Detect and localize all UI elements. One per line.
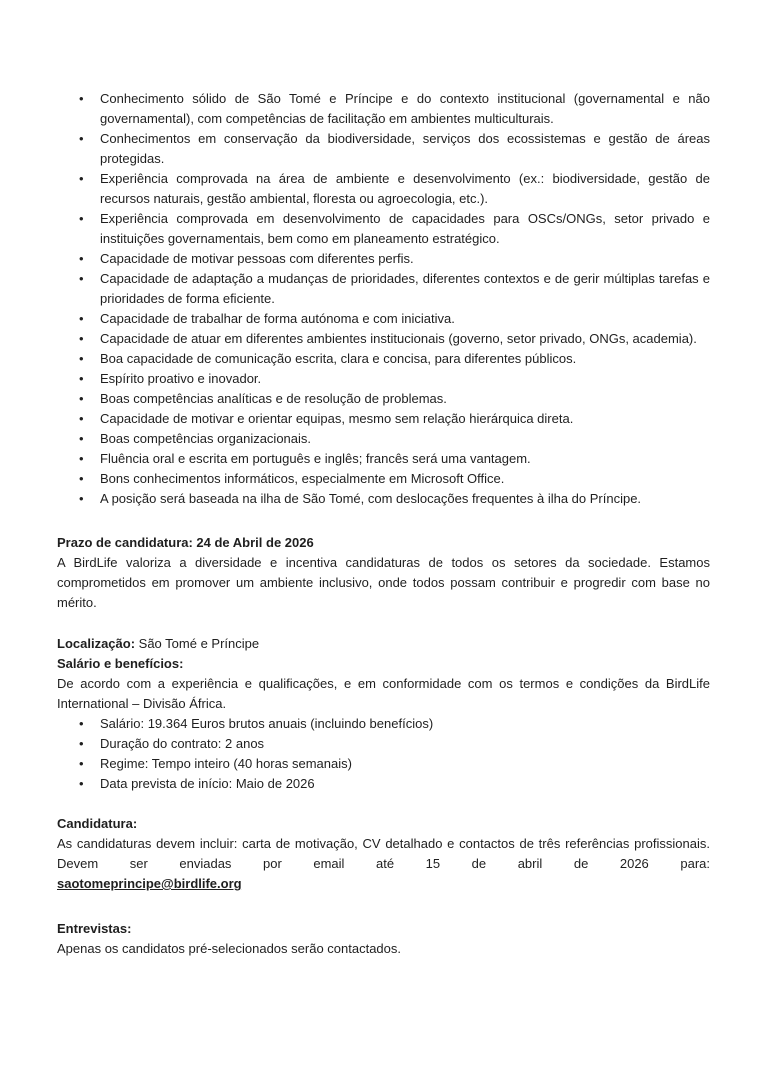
localizacao-label: Localização: [57,636,136,651]
list-item: • Experiência comprovada na área de ambiente e desenvolvimento (ex.: biodiversidade, gestão de recursos naturais, gestão ambiental, floresta ou agroecologia, etc.). [57,169,710,209]
email-line [57,874,710,894]
prazo-heading: Prazo de candidatura: 24 de Abril de 2026 [57,535,314,550]
list-item: • Capacidade de motivar pessoas com diferentes perfis. [57,249,710,269]
list-item: • Duração do contrato: 2 anos [57,734,710,754]
localizacao-line [57,634,710,654]
salario-body: De acordo com a experiência e qualificações, e em conformidade com os termos e condições da BirdLife International – Divisão África. [57,676,710,711]
list-item: • Boa capacidade de comunicação escrita, clara e concisa, para diferentes públicos. [57,349,710,369]
list-item: • Capacidade de trabalhar de forma autónoma e com iniciativa. [57,309,710,329]
list-item: • Conhecimento sólido de São Tomé e Príncipe e do contexto institucional (governamental e não governamental), com competências de facilitação em ambientes multiculturais. [57,89,710,129]
list-item: • Regime: Tempo inteiro (40 horas semanais) [57,754,710,774]
requirements-list [57,89,710,509]
salary-list [57,714,710,794]
candidatura-body: As candidaturas devem incluir: carta de motivação, CV detalhado e contactos de três referências profissionais. Devem ser enviadas por email até 15 de abril de 2026 para: [57,836,710,871]
list-item: • Fluência oral e escrita em português e inglês; francês será uma vantagem. [57,449,710,469]
entrevistas-body: Apenas os candidatos pré-selecionados serão contactados. [57,941,401,956]
list-item: • Espírito proativo e inovador. [57,369,710,389]
localizacao-value: São Tomé e Príncipe [138,636,260,651]
list-item: • Capacidade de adaptação a mudanças de prioridades, diferentes contextos e de gerir múltiplas tarefas e prioridades de forma eficiente. [57,269,710,309]
list-item: • Experiência comprovada em desenvolvimento de capacidades para OSCs/ONGs, setor privado e instituições governamentais, bem como em planeamento estratégico. [57,209,710,249]
list-item: • Bons conhecimentos informáticos, especialmente em Microsoft Office. [57,469,710,489]
email-link[interactable]: saotomeprincipe@birdlife.org [57,876,242,891]
list-item: • A posição será baseada na ilha de São Tomé, com deslocações frequentes à ilha do Príncipe. [57,489,710,509]
list-item: • Boas competências analíticas e de resolução de problemas. [57,389,710,409]
entrevistas-heading: Entrevistas: [57,921,132,936]
list-item: • Data prevista de início: Maio de 2026 [57,774,710,794]
prazo-body: A BirdLife valoriza a diversidade e incentiva candidaturas de todos os setores da sociedade. Estamos comprometidos em promover um ambiente inclusivo, onde todos possam contribuir e progredir com base no mérito. [57,555,710,610]
list-item: • Boas competências organizacionais. [57,429,710,449]
candidatura-heading: Candidatura: [57,816,138,831]
salario-heading: Salário e benefícios: [57,656,184,671]
list-item: • Capacidade de motivar e orientar equipas, mesmo sem relação hierárquica direta. [57,409,710,429]
list-item: • Conhecimentos em conservação da biodiversidade, serviços dos ecossistemas e gestão de áreas protegidas. [57,129,710,169]
list-item: • Salário: 19.364 Euros brutos anuais (incluindo benefícios) [57,714,710,734]
list-item: • Capacidade de atuar em diferentes ambientes institucionais (governo, setor privado, ONGs, academia). [57,329,710,349]
